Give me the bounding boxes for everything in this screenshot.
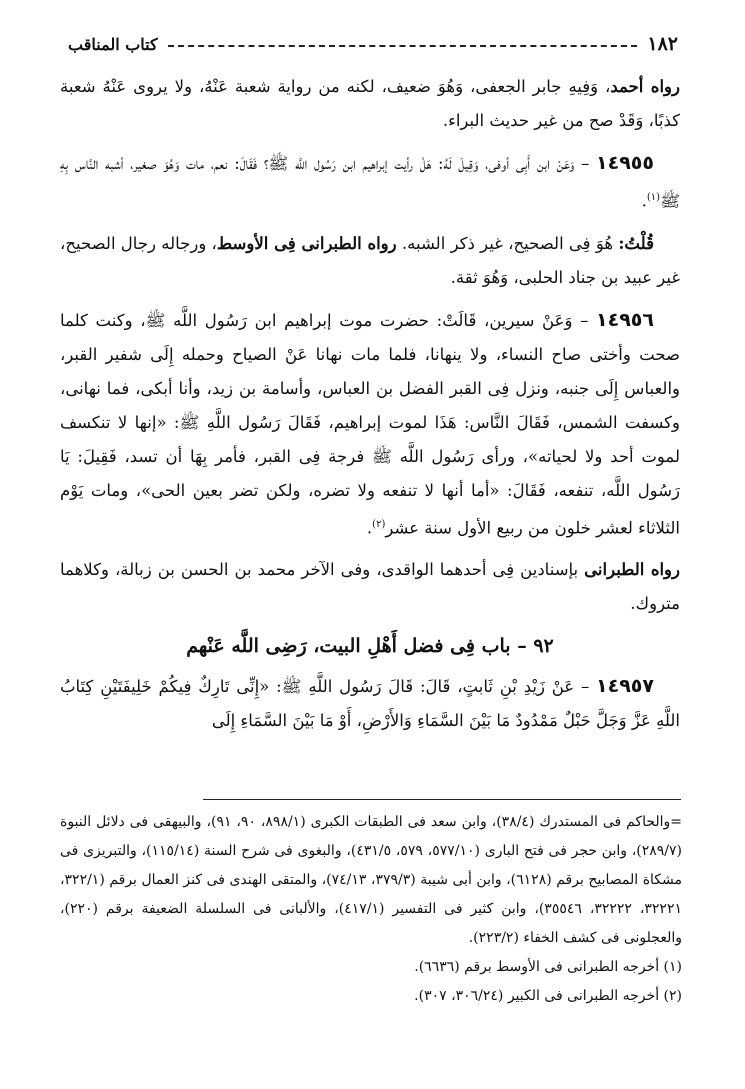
hadith-number: ١٤٩٥٦ [596,308,654,331]
footnote-1: (١) أخرجه الطبرانى فى الأوسط برقم (٦٦٣٦). [414,959,682,975]
page-number: ١٨٢ [647,33,678,55]
paragraph-tabarani [60,553,680,621]
footnote-2: (٢) أخرجه الطبرانى فى الكبير (٣٠٦/٢٤، ٣٠٧). [414,988,682,1004]
chapter-heading: ٩٢ – باب فِى فضل أَهْلِ البيت، رَضِى اللَّه عَنْهم [186,635,554,657]
paragraph-ahmad [60,70,680,138]
source-label: رواه أحمد [610,77,680,96]
paragraph-text: ، ورجاله رجال الصحيح، غير عبيد بن جناد الحلبى، وَهُوَ ثقة. [60,233,680,287]
hadith-tail: . [641,191,647,211]
main-text [60,70,680,746]
hadith-14955 [60,146,680,219]
hadith-14957 [60,669,680,738]
hadith-text: – عَنْ زَيْدِ بْنِ ثَابتٍ، قَالَ: قَالَ رَسُول اللَّهِ ﷺ: «إِنِّى تَارِكٌ فِيكُمْ خَلِيفَتَيْنِ كِتَابُ اللَّهِ عَزَّ وَجَلَّ حَبْلٌ مَمْدُودٌ مَا بَيْنَ السَّمَاءِ وَالأَرْضِ، أَوْ مَا بَيْنَ السَّمَاءِ إِلَى [60,677,680,730]
source-label: رواه الطبرانى فِى الأوسط [216,233,397,253]
footnote-ref-2[interactable]: (٢) [372,518,386,530]
hadith-number: ١٤٩٥٥ [596,152,654,174]
footnote-ref-1[interactable]: (١) [646,192,661,203]
footnote-separator [203,799,681,800]
running-header [68,30,678,58]
qult-label: قُلْتُ: [618,233,654,253]
paragraph-qult [60,227,680,295]
hadith-text: – وَعَنْ سيرين، قَالَتْ: حضرت موت إبراهيم ابن رَسُول اللَّه ﷺ، وكنت كلما صحت وأختى صاح النساء، ولا ينهانا، فلما مات نهانا عَنْ الصياح وحمله إِلَى شفير القبر، والعباس إِلَى جنبه، ونزل فِى القبر الفضل بن العباس، وأسامة بن زيد، وأنا أبكى، فما نهانى، وكسفت الشمس، فَقَالَ النَّاس: هَذَا لموت إبراهيم، فَقَالَ رَسُول اللَّهِ ﷺ: «إنها لا تنكسف لموت أحد ولا لحياته»، ورأى رَسُول اللَّه ﷺ فرجة فِى القبر، فأمر بِهَا أن تسد، فَقِيلَ: يَا رَسُول اللَّه، تنفعه، فَقَالَ: «أما أنها لا تنفعه ولا تضره، ولكن تضر بعين الحى»، ومات يَوْم الثلاثاء لعشر خلون من ربيع الأول سنة عشر [60,310,680,537]
header-dashed-rule [168,45,638,47]
footnotes [60,808,682,1011]
hadith-text: – وَعَنْ ابن أَبِى أوفى، وَقِيلَ لَهُ: هَلْ رأيت إبراهيم ابن رَسُول اللَّه ﷺ؟ فَقَالَ: نعم، مات وَهُوَ صغير، أشبه النَّاس بِهِ ﷺ [60,154,680,211]
hadith-14956 [60,303,680,546]
hadith-tail: . [366,518,373,537]
paragraph-text: ، وَفِيهِ جابر الجعفى، وَهُوَ ضعيف، لكنه من رواية شعبة عَنْهُ، ولا يروى عَنْهُ شعبة كذبًا، وَقَدْ صح من غير حديث البراء. [60,77,680,130]
paragraph-text: بإسنادين فِى أحدهما الواقدى، وفى الآخر محمد بن الحسن بن زبالة، وكلاهما متروك. [60,560,680,613]
book-title: كتاب المناقب [68,34,158,54]
footnote-continued: =والحاكم فى المستدرك (٣٨/٤)، وابن سعد فى الطبقات الكبرى (٨٩٨/١، ٩٠، ٩١)، والبيهقى فى دلائل النبوة (٢٨٩/٧)، وابن حجر فى فتح البارى (٥٧٧/١٠، ٥٧٩، ٤٣١/٥)، والبغوى فى شرح السنة (١١٥/١٤)، والتبريزى فى مشكاة المصابيح برقم (٦١٢٨)، وابن أبى شيبة (٣٧٩/٣، ٧٤/١٣)، والمتقى الهندى فى كنز العمال برقم (٣٢٢/١، ٣٢٢٢١، ٣٢٢٢٢، ٣٥٥٤٦)، وابن كثير فى التفسير (٤١٧/١)، والألبانى فى السلسلة الضعيفة برقم (٢٢٠)، والعجلونى فى كشف الخفاء (٢٢٣/٢). [60,814,683,946]
paragraph-text: هُوَ فِى الصحيح، غير ذكر الشبه. [396,233,619,253]
source-label: رواه الطبرانى [584,560,680,579]
hadith-number: ١٤٩٥٧ [596,675,654,697]
